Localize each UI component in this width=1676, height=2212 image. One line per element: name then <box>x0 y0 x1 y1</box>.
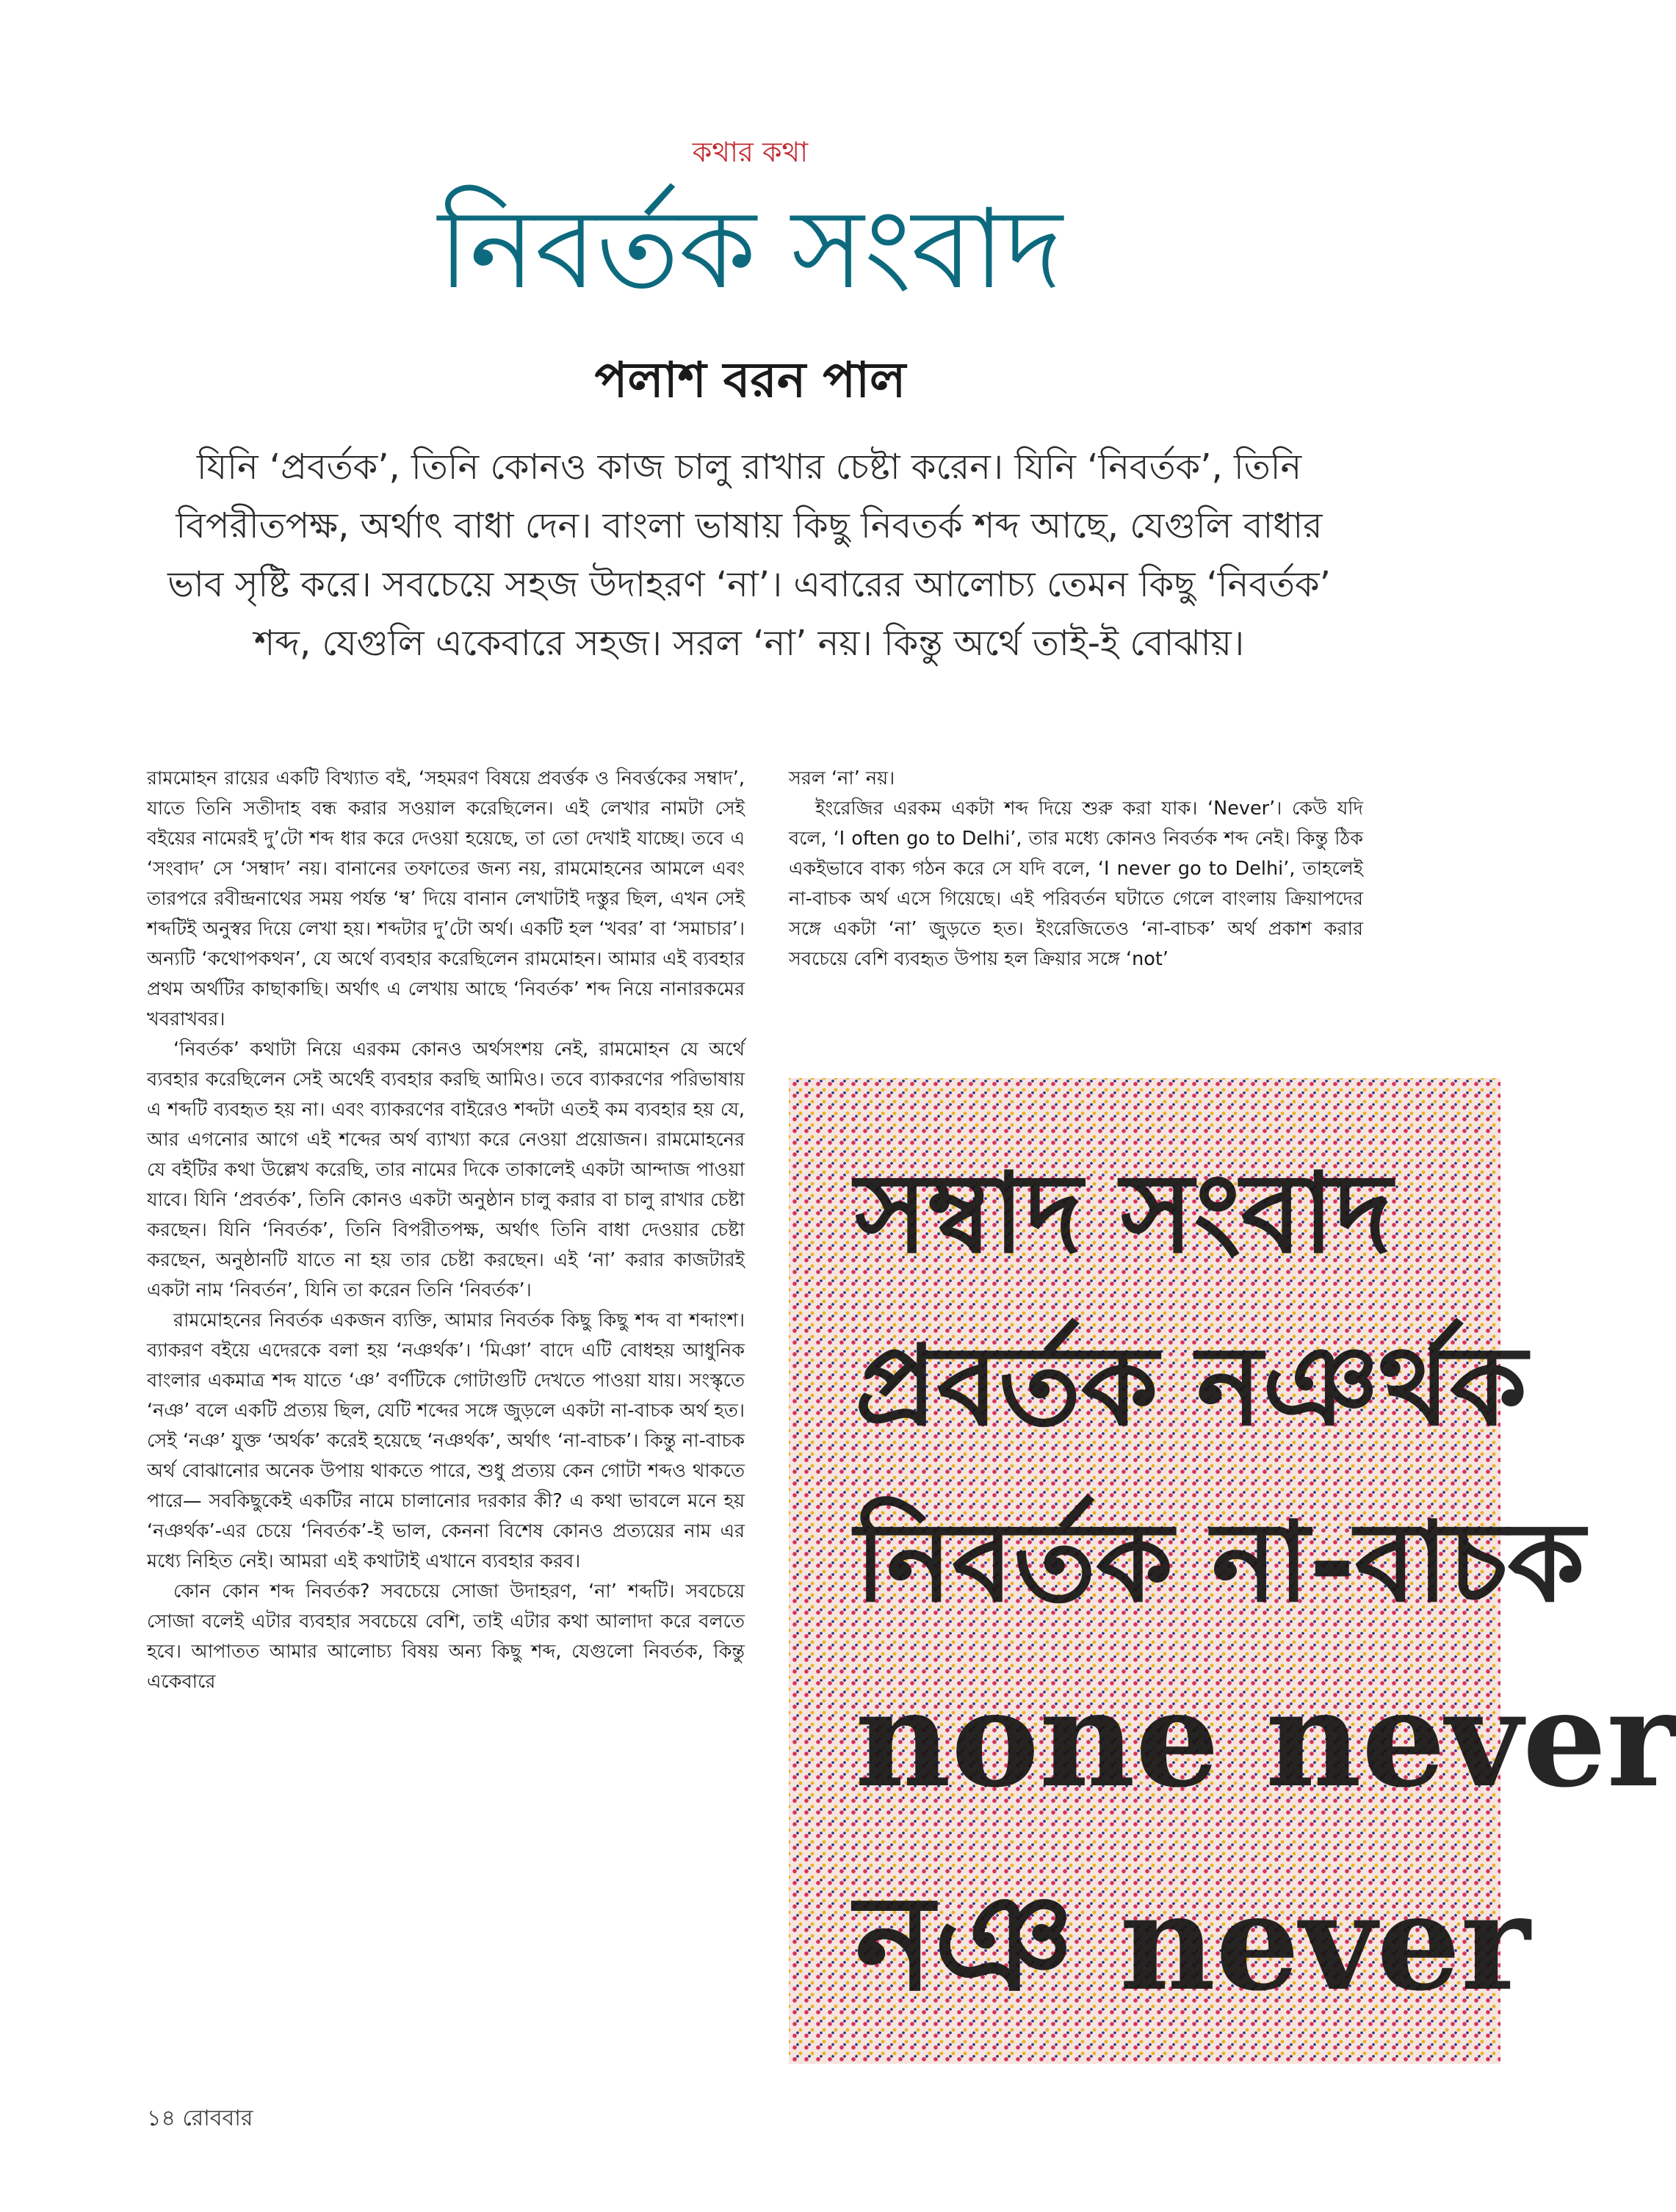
illustration-text: none never <box>855 1662 1676 1817</box>
article-title: নিবর্তক সংবাদ <box>438 186 1063 314</box>
page-folio: ১৪ রোববার <box>147 2106 253 2131</box>
illustration-text: প্রবর্তক নঞর্থক <box>855 1323 1528 1450</box>
paragraph: সরল ‘না’ নয়। <box>789 767 895 789</box>
paragraph: ইংরেজির এরকম একটা শব্দ দিয়ে শুরু করা যাক। ‘Never’। কেউ যদি বলে, ‘I often go to Delhi’, তার মধ্যে কোনও নিবর্তক শব্দ নেই। কিন্তু ঠিক একইভাবে বাক্য গঠন করে সে যদি বলে, ‘I never go to Delhi’, তাহলেই না-বাচক অর্থ এসে গিয়েছে। এই পরিবর্তন ঘটাতে গেলে বাংলায় ক্রিয়াপদের সঙ্গে একটা ‘না’ জুড়তে হত। ইংরেজিতেও ‘না-বাচক’ অর্থ প্রকাশ করার সবচেয়ে বেশি ব্যবহৃত উপায় হল ক্রিয়ার সঙ্গে ‘not’ <box>789 798 1363 970</box>
illustration-text: নিবর্তক না-বাচক <box>855 1499 1585 1627</box>
right-column <box>789 764 1363 1043</box>
author-byline: পলাশ বরন পাল <box>594 352 906 408</box>
section-kicker: কথার কথা <box>692 136 809 168</box>
paragraph: রামমোহন রায়ের একটি বিখ্যাত বই, ‘সহমরণ বিষয়ে প্রবর্ত্তক ও নিবর্ত্তকের সম্বাদ’, যাতে তিনি সতীদাহ বন্ধ করার সওয়াল করেছিলেন। এই লেখার নামটা সেই বইয়ের নামেরই দু’টো শব্দ ধার করে দেওয়া হয়েছে, তা তো দেখাই যাচ্ছে। তবে এ ‘সংবাদ’ সে ‘সম্বাদ’ নয়। বানানের তফাতের জন্য নয়, রামমোহনের আমলে এবং তারপরে রবীন্দ্রনাথের সময় পর্যন্ত ‘ম্ব’ দিয়ে বানান লেখাটাই দস্তুর ছিল, এখন সেই শব্দটিই অনুস্বর দিয়ে লেখা হয়। শব্দটার দু’টো অর্থ। একটি হল ‘খবর’ বা ‘সমাচার’। অন্যটি ‘কথোপকথন’, যে অর্থে ব্যবহার করেছিলেন রামমোহন। আমার এই ব্যবহার প্রথম অর্থটির কাছাকাছি। অর্থাৎ এ লেখায় আছে ‘নিবর্তক’ শব্দ নিয়ে নানারকমের খবরাখবর। <box>147 767 745 1030</box>
paragraph: ‘নিবর্তক’ কথাটা নিয়ে এরকম কোনও অর্থসংশয় নেই, রামমোহন যে অর্থে ব্যবহার করেছিলেন সেই অর্থেই ব্যবহার করছি আমিও। তবে ব্যাকরণের পরিভাষায় এ শব্দটি ব্যবহৃত হয় না। এবং ব্যাকরণের বাইরেও শব্দটা এতই কম ব্যবহার হয় যে, আর এগনোর আগে এই শব্দের অর্থ ব্যাখ্যা করে নেওয়া প্রয়োজন। রামমোহনের যে বইটির কথা উল্লেখ করেছি, তার নামের দিকে তাকালেই একটা আন্দাজ পাওয়া যাবে। যিনি ‘প্রবর্তক’, তিনি কোনও একটা অনুষ্ঠান চালু করার বা চালু রাখার চেষ্টা করছেন। যিনি ‘নিবর্তক’, তিনি বিপরীতপক্ষ, অর্থাৎ তিনি বাধা দেওয়ার চেষ্টা করছেন, অনুষ্ঠানটি যাতে না হয় তার চেষ্টা করছেন। এই ‘না’ করার কাজটারই একটা নাম ‘নিবর্তন’, যিনি তা করেন তিনি ‘নিবর্তক’। <box>147 1038 745 1301</box>
paragraph: রামমোহনের নিবর্তক একজন ব্যক্তি, আমার নিবর্তক কিছু কিছু শব্দ বা শব্দাংশ। ব্যাকরণ বইয়ে এদেরকে বলা হয় ‘নঞর্থক’। ‘মিঞা’ বাদে এটি বোধহয় আধুনিক বাংলার একমাত্র শব্দ যাতে ‘ঞ’ বর্ণটিকে গোটাগুটি দেখতে পাওয়া যায়। সংস্কৃতে ‘নঞ’ বলে একটি প্রত্যয় ছিল, যেটি শব্দের সঙ্গে জুড়লে একটা না-বাচক অর্থ হত। সেই ‘নঞ’ যুক্ত ‘অর্থক’ করেই হয়েছে ‘নঞর্থক’, অর্থাৎ ‘না-বাচক’। কিন্তু না-বাচক অর্থ বোঝানোর অনেক উপায় থাকতে পারে, শুধু প্রত্যয় কেন গোটা শব্দও থাকতে পারে— সবকিছুকেই একটির নামে চালানোর দরকার কী? এ কথা ভাবলে মনে হয় ‘নঞর্থক’-এর চেয়ে ‘নিবর্তক’-ই ভাল, কেননা বিশেষ কোনও প্রত্যয়ের নাম এর মধ্যে নিহিত নেই। আমরা এই কথাটাই এখানে ব্যবহার করব। <box>147 1309 745 1572</box>
illustration-text: সম্বাদ সংবাদ <box>855 1150 1393 1278</box>
left-column <box>147 764 745 2071</box>
halftone-illustration <box>789 1078 1676 2064</box>
paragraph: কোন কোন শব্দ নিবর্তক? সবচেয়ে সোজা উদাহরণ, ‘না’ শব্দটি। সবচেয়ে সোজা বলেই এটার ব্যবহার সবচেয়ে বেশি, তাই এটার কথা আলাদা করে বলতে হবে। আপাতত আমার আলোচ্য বিষয় অন্য কিছু শব্দ, যেগুলো নিবর্তক, কিন্তু একেবারে <box>147 1580 745 1693</box>
intro-standfirst: যিনি ‘প্রবর্তক’, তিনি কোনও কাজ চালু রাখার চেষ্টা করেন। যিনি ‘নিবর্তক’, তিনি বিপরীতপক্ষ, অর্থাৎ বাধা দেন। বাংলা ভাষায় কিছু নিবতর্ক শব্দ আছে, যেগুলি বাধার ভাব সৃষ্টি করে। সবচেয়ে সহজ উদাহরণ ‘না’। এবারের আলোচ্য তেমন কিছু ‘নিবর্তক’ শব্দ, যেগুলি একেবারে সহজ। সরল ‘না’ নয়। কিন্তু অর্থে তাই-ই বোঝায়। <box>167 447 1331 664</box>
illustration-text: নঞ never <box>855 1865 1531 2020</box>
